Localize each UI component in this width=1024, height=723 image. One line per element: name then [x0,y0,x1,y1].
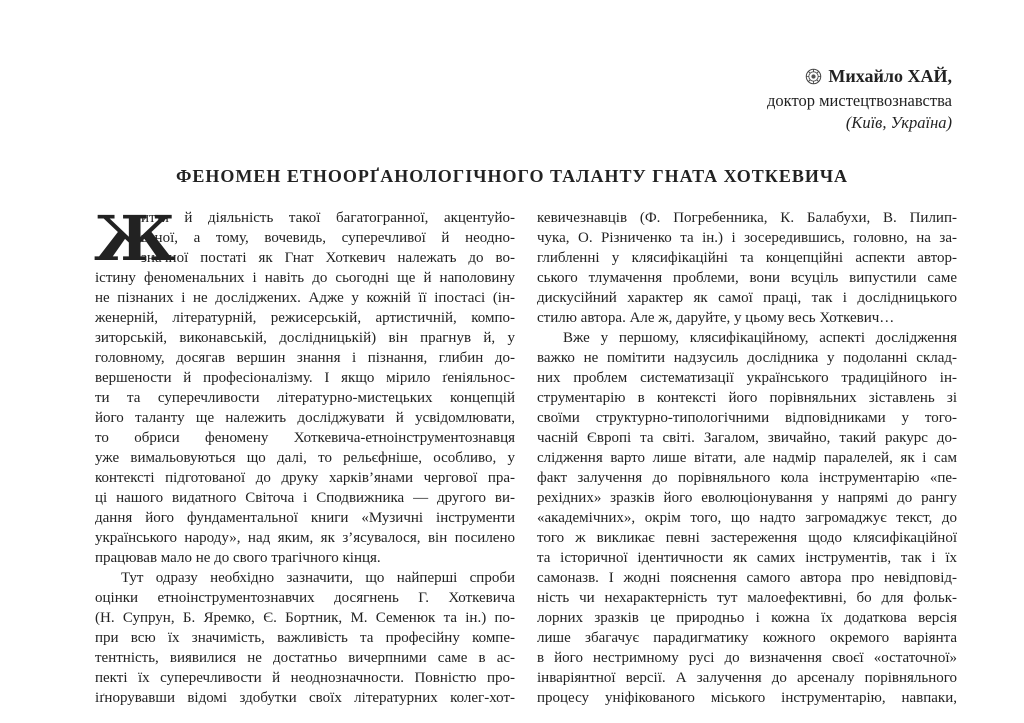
text-line: женерній, літературній, режисерській, артистичній, компо- [95,310,515,326]
text-line: ність чи нехарактерність тут малоефективні, бо для фольк- [537,590,957,606]
text-line: уже вимальовуються що далі, то рельєфніше, особливо, у [95,450,515,466]
text-line: струментарію в контексті його порівняльних зіставлень зі [537,390,957,406]
paragraph-continued [537,208,957,328]
text-line: оцінки етноінструментознавчих досягнень Г. Хоткевича [95,590,515,606]
text-line: факт залучення до порівняльного кола інструментарію «пе- [537,470,957,486]
text-line: стилю автора. Але ж, даруйте, у цьому весь Хоткевич… [537,310,895,326]
right-column [537,208,957,708]
text-line: часній Європі та світі. Загалом, звичайно, такий ракурс до- [537,430,957,446]
text-line: Вже у першому, клясифікаційному, аспекті дослідження [563,330,957,346]
author-place: (Київ, Україна) [845,113,952,132]
author-name-line [767,66,952,87]
rosette-icon [805,68,822,85]
text-line: ці нашого видатного Світоча і Сподвижника — другого ви- [95,490,515,506]
author-block [767,66,952,133]
text-line: важко не помітити надзусиль дослідника у подоланні склад- [537,350,957,366]
text-line: Тут одразу необхідно зазначити, що найперші спроби [121,570,515,586]
text-line: лорних зразків це природньо і кожна їх додаткова версія [537,610,957,626]
text-line: дискусійний характер як самої праці, так і дослідницького [537,290,957,306]
paragraph-3 [537,328,957,708]
author-name: Михайло ХАЙ, [828,66,952,86]
text-line: слідження варто лише вітати, але надмір паралелей, як і сам [537,450,957,466]
text-line: того ж викликає певні застереження щодо клясифікаційної [537,530,957,546]
text-line: працював мало не до свого трагічного кінця. [95,550,381,566]
text-line: «академічних», окрім того, що надто загромаджує текст, до [537,510,957,526]
text-line: процесу уніфікованого міського інструментарію, навпаки, [537,690,957,706]
text-line: при всю їх значимість, важливість та професійну компе- [95,630,515,646]
text-line: ваної, а тому, вочевидь, суперечливої й неодно- [141,230,515,246]
text-line: дання його фундаментальної книги «Музичні інструменти [95,510,515,526]
text-line: пекті їх суперечливости й неоднозначности. Повністю про- [95,670,515,686]
text-line: істину феноменальних і навіть до сьогодні ще й наполовину [95,270,515,286]
text-line: іґнорувавши відомі здобутки своїх літературних колег-хот- [95,690,515,706]
text-line: в його нестримному русі до визначення своєї «остаточної» [537,650,957,666]
text-line: та історичної ідентичности як самих інструментів, так і їх [537,550,957,566]
drop-cap: Ж [94,202,176,275]
text-line: значної постаті як Гнат Хоткевич належать до во- [141,250,515,266]
paragraph-1 [95,268,515,568]
author-degree: доктор мистецтвознавства [767,91,952,110]
text-line: українського народу», над яким, як з’ясувалося, він посилено [95,530,515,546]
text-line: ського тлумачення проблеми, вони всуціль випустили саме [537,270,957,286]
text-line: тентність, виявилися не достатньо вичерпними саме в ас- [95,650,515,666]
text-line: то обриси феномену Хоткевича-етноінструментознавця [95,430,515,446]
text-line: глибленні у клясифікаційні та концепційні аспекти автор- [537,250,957,266]
text-line: самоназв. І жодні пояснення самого автора про невідповід- [537,570,957,586]
text-line: контексті підготованої до друку харків’янами чергової пра- [95,470,515,486]
text-line: його таланту ще належить досліджувати й усвідомлювати, [95,410,515,426]
text-line: не пізнаних і не досліджених. Адже у кожній її іпостасі (ін- [95,290,515,306]
text-line: иття й діяльність такої багатогранної, акцентуйо- [141,210,515,226]
text-line: своїми структурно-типологічними відповідниками у того- [537,410,957,426]
paragraph-2 [95,568,515,708]
text-line: лише збагачує парадигматику кожного окремого варіянта [537,630,957,646]
text-line: ти та суперечливости літературно-мистецьких концепцій [95,390,515,406]
text-line: них проблем систематизації українського традиційного ін- [537,370,957,386]
text-line: кевичезнавців (Ф. Погребенника, К. Балабухи, В. Пилип- [537,210,957,226]
text-line: зиторській, виконавській, дослідницькій) він прагнув й, у [95,330,515,346]
article-title: ФЕНОМЕН ЕТНООРҐАНОЛОГІЧНОГО ТАЛАНТУ ГНАТА ХОТКЕВИЧА [175,166,849,186]
text-line: рехідних» зразків його еволюціонування у напрямі до рангу [537,490,957,506]
left-column [94,202,515,708]
text-line: чука, О. Різниченко та ін.) і зосередившись, головно, на за- [537,230,957,246]
text-line: інваріянтної версії. А залучення до арсеналу порівняльного [537,670,957,686]
text-line: вершености й професіоналізму. І якщо мірило ґеніяльнос- [95,370,515,386]
text-line: (Н. Супрун, Б. Яремко, Є. Бортник, М. Семенюк та ін.) по- [95,610,515,626]
text-line: головному, досягав вершин знання і пізнання, глибин до- [95,350,515,366]
